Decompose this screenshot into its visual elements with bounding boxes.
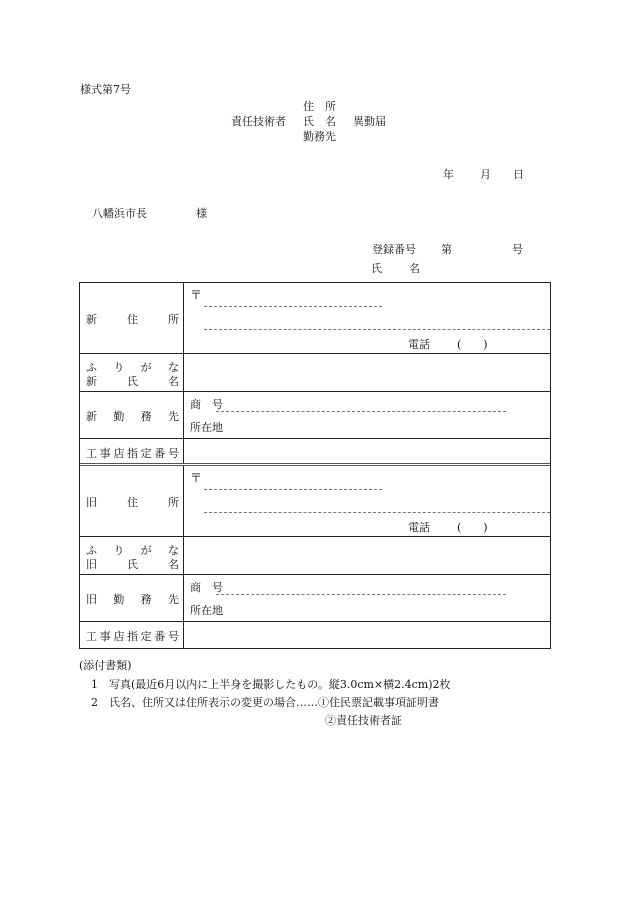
- new-address-label: 新 住 所: [86, 313, 179, 326]
- new-address-row: [80, 283, 550, 354]
- phone-paren: ( ): [457, 338, 488, 351]
- old-workplace-row: [80, 575, 550, 622]
- postal-mark-icon: 〒: [190, 288, 203, 302]
- title-items: [303, 99, 343, 144]
- attachment-item-1: 1 写真(最近6月以内に上半身を撮影したもの。縦3.0cm×横2.4cm)2枚: [91, 678, 451, 691]
- new-contractor-label: 工 事 店 指 定 番 号: [86, 447, 179, 460]
- postal-line: [204, 489, 382, 490]
- old-address-row: [80, 466, 550, 537]
- applicant-name-label-2: 名: [409, 262, 420, 275]
- old-contractor-label: 工 事 店 指 定 番 号: [86, 630, 179, 643]
- title-suffix: 異動届: [353, 115, 386, 128]
- attachments-title: (添付書類): [79, 659, 132, 672]
- new-name-row: [80, 354, 550, 392]
- title-item-workplace: 勤務先: [303, 130, 336, 143]
- phone-label: 電話: [408, 521, 430, 534]
- applicant-name-label-1: 氏: [371, 262, 382, 275]
- new-furigana-label: ふ り が な: [86, 361, 179, 374]
- old-workplace-label-cell: [80, 575, 184, 621]
- form-number: 様式第7号: [80, 83, 131, 96]
- old-furigana-label: ふ り が な: [86, 544, 179, 557]
- new-workplace-row: [80, 392, 550, 439]
- old-name-label-cell: [80, 537, 184, 574]
- old-address-value[interactable]: [184, 466, 550, 536]
- addressee-name: 八幡浜市長: [92, 207, 147, 220]
- new-contractor-label-cell: [80, 439, 184, 463]
- location-label: 所在地: [190, 421, 223, 434]
- old-workplace-label: 旧 勤 務 先: [86, 593, 179, 606]
- new-workplace-label-cell: [80, 392, 184, 438]
- new-name-label: 新 氏 名: [86, 375, 179, 388]
- old-contractor-value[interactable]: [184, 622, 550, 648]
- new-contractor-value[interactable]: [184, 439, 550, 463]
- title-item-name: 氏 名: [303, 115, 336, 128]
- address-line: [204, 512, 550, 513]
- title-prefix: 責任技術者: [231, 115, 286, 128]
- old-name-label: 旧 氏 名: [86, 558, 179, 571]
- new-name-label-cell: [80, 354, 184, 391]
- old-contractor-row: [80, 622, 550, 648]
- old-name-row: [80, 537, 550, 575]
- old-address-label-cell: [80, 466, 184, 536]
- company-name-label: 商 号: [190, 581, 223, 594]
- address-line: [204, 329, 550, 330]
- new-workplace-label: 新 勤 務 先: [86, 410, 179, 423]
- company-name-line: [216, 594, 506, 595]
- date-day-label: 日: [513, 168, 524, 181]
- addressee-honorific: 様: [196, 207, 207, 220]
- registration-go: 号: [512, 243, 523, 256]
- phone-label: 電話: [408, 338, 430, 351]
- location-label: 所在地: [190, 604, 223, 617]
- attachment-item-3: ②責任技術者証: [325, 714, 402, 727]
- new-workplace-value[interactable]: [184, 392, 550, 438]
- company-name-line: [216, 411, 506, 412]
- date-year-label: 年: [443, 168, 454, 181]
- change-notification-table: [79, 282, 551, 649]
- postal-mark-icon: 〒: [190, 471, 203, 485]
- attachment-item-2: 2 氏名、住所又は住所表示の変更の場合……①住民票記載事項証明書: [91, 696, 439, 709]
- new-address-value[interactable]: [184, 283, 550, 353]
- old-contractor-label-cell: [80, 622, 184, 648]
- old-address-label: 旧 住 所: [86, 496, 179, 509]
- new-contractor-row: [80, 439, 550, 466]
- new-address-label-cell: [80, 283, 184, 353]
- date-month-label: 月: [480, 168, 491, 181]
- old-workplace-value[interactable]: [184, 575, 550, 621]
- old-name-value[interactable]: [184, 537, 550, 574]
- registration-number-label: 登録番号: [372, 243, 416, 256]
- postal-line: [204, 306, 382, 307]
- phone-paren: ( ): [457, 521, 488, 534]
- new-name-value[interactable]: [184, 354, 550, 391]
- company-name-label: 商 号: [190, 398, 223, 411]
- registration-dai: 第: [441, 243, 452, 256]
- title-item-address: 住 所: [303, 100, 336, 113]
